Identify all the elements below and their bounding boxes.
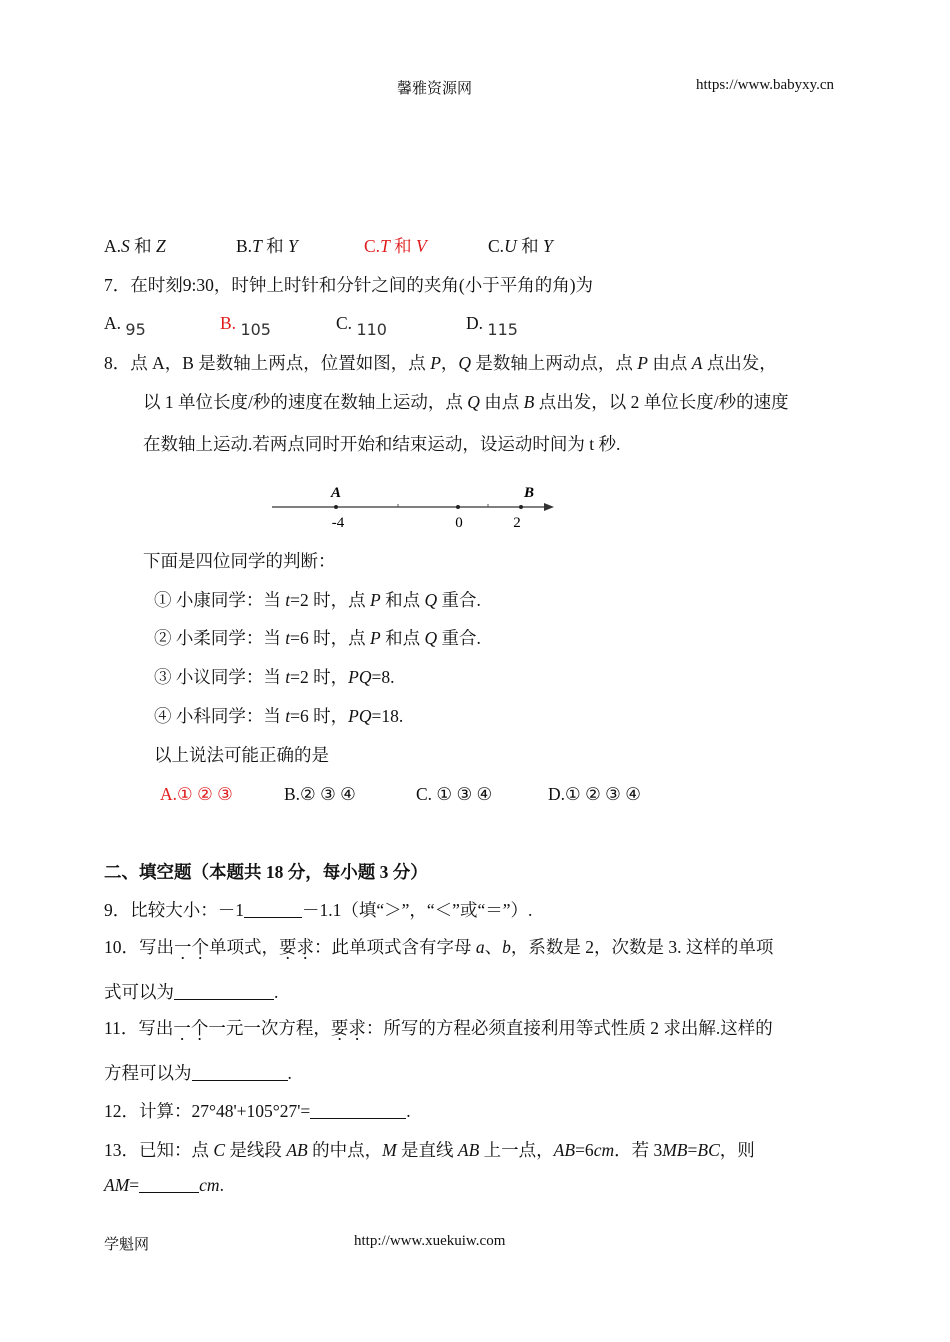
- q7-option-d: D. 115: [466, 313, 518, 339]
- point-a: [334, 505, 338, 509]
- header-site: 馨雅资源网: [397, 81, 473, 97]
- q8-judgement-3: ③ 小议同学：当 t=2 时，PQ=8.: [154, 667, 395, 687]
- answer-blank[interactable]: [310, 1100, 406, 1119]
- q8-option-a-answer: A.① ② ③: [160, 784, 233, 804]
- q11-line2: 方程可以为 .: [104, 1063, 292, 1083]
- q7-option-b-answer: B. 105: [220, 313, 271, 339]
- q8-intro: 下面是四位同学的判断：: [143, 551, 336, 571]
- point-origin: [456, 505, 460, 509]
- q8-option-b: B.② ③ ④: [284, 784, 356, 804]
- answer-blank[interactable]: [244, 899, 302, 918]
- q8-judgement-4: ④ 小科同学：当 t=6 时，PQ=18.: [154, 706, 404, 726]
- q8-line1: 8．点 A，B 是数轴上两点，位置如图，点 P，Q 是数轴上两动点，点 P 由点 A 点出发，: [104, 353, 777, 373]
- answer-blank[interactable]: [139, 1174, 199, 1193]
- q6-option-d: C.U 和 Y: [488, 236, 553, 256]
- footer-site: 学魁网: [104, 1237, 150, 1253]
- q6-option-a: A.S 和 Z: [104, 236, 166, 256]
- q8-option-d: D.① ② ③ ④: [548, 784, 641, 804]
- q8-line2: 以 1 单位长度/秒的速度在数轴上运动，点 Q 由点 B 点出发，以 2 单位长度/秒的速度: [143, 392, 789, 412]
- q7-option-c: C. 110: [336, 313, 387, 339]
- answer-blank[interactable]: [192, 1062, 288, 1081]
- q6-option-b: B.T 和 Y: [236, 236, 298, 256]
- q6-option-c-answer: C.T 和 V: [364, 236, 427, 256]
- q10-line1: 10．写出一个单项式，要求：此单项式含有字母 a、b，系数是 2，次数是 3. 这样的单项: [104, 937, 774, 957]
- tick-label-2: 2: [513, 515, 521, 531]
- number-line-figure: [268, 478, 560, 536]
- q12: 12．计算：27°48'+105°27'= .: [104, 1101, 411, 1121]
- q7-option-a: A. 95: [104, 313, 146, 339]
- q11-line1: 11．写出一个一元一次方程，要求：所写的方程必须直接利用等式性质 2 求出解.这样的: [104, 1018, 773, 1038]
- header-url[interactable]: https://www.babyxy.cn: [696, 77, 835, 93]
- tick-label-0: 0: [455, 515, 463, 531]
- q8-line3: 在数轴上运动.若两点同时开始和结束运动，设运动时间为 t 秒.: [143, 434, 621, 454]
- q8-option-c: C. ① ③ ④: [416, 784, 493, 804]
- q13-line1: 13．已知：点 C 是线段 AB 的中点，M 是直线 AB 上一点，AB=6cm．若 3MB=BC，则: [104, 1140, 755, 1160]
- axis-label-a: A: [330, 485, 342, 501]
- q9: 9．比较大小：－1 －1.1（填“＞”，“＜”或“＝”）.: [104, 900, 533, 920]
- q10-line2: 式可以为 .: [104, 982, 279, 1002]
- footer-url[interactable]: http://www.xuekuiw.com: [354, 1233, 506, 1249]
- point-b: [519, 505, 523, 509]
- axis-label-b: B: [523, 485, 535, 501]
- tick-label-neg4: -4: [331, 515, 345, 531]
- q8-judgement-1: ① 小康同学：当 t=2 时，点 P 和点 Q 重合.: [154, 590, 481, 610]
- q8-ask: 以上说法可能正确的是: [154, 745, 329, 765]
- q7-stem: 7．在时刻9:30，时钟上时针和分针之间的夹角(小于平角的角)为: [104, 275, 594, 295]
- arrow-right-icon: [544, 503, 554, 511]
- q8-judgement-2: ② 小柔同学：当 t=6 时，点 P 和点 Q 重合.: [154, 628, 481, 648]
- section-2-title: 二、填空题（本题共 18 分，每小题 3 分）: [104, 862, 428, 882]
- q13-line2: AM= cm.: [104, 1175, 224, 1195]
- answer-blank[interactable]: [174, 981, 274, 1000]
